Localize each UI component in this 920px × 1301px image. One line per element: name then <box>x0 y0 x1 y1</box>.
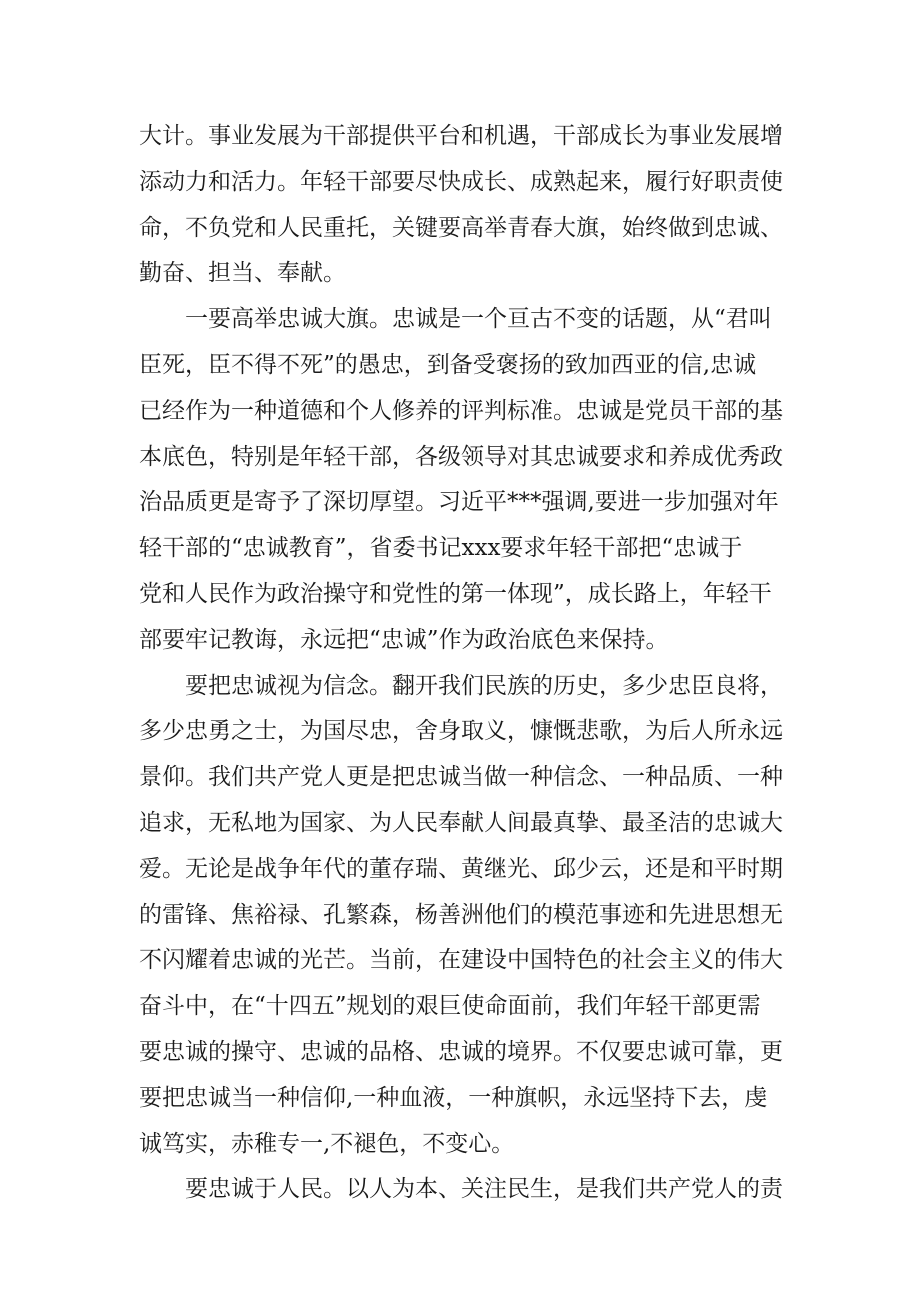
text-line: 要忠诚的操守、忠诚的品格、忠诚的境界。不仅要忠诚可靠，更 <box>139 1038 783 1065</box>
paragraph-first-line: 要忠诚于人民。以人为本、关注民生，是我们共产党人的责 <box>185 1176 783 1203</box>
text-line: 爱。无论是战争年代的董存瑞、黄继光、邱少云，还是和平时期 <box>139 855 783 882</box>
text-line: 治品质更是寄予了深切厚望。习近平***强调,要进一步加强对年 <box>139 489 779 516</box>
text-line: 本底色，特别是年轻干部，各级领导对其忠诚要求和养成优秀政 <box>139 443 783 470</box>
text-line: 要把忠诚当一种信仰,一种血液，一种旗帜，永远坚持下去，虔 <box>139 1084 768 1111</box>
text-line: 党和人民作为政治操守和党性的第一体现”，成长路上，年轻干 <box>139 580 772 607</box>
text-line: 的雷锋、焦裕禄、孔繁森，杨善洲他们的模范事迹和先进思想无 <box>139 901 783 928</box>
text-line: 轻干部的“忠诚教育”，省委书记xxx要求年轻干部把“忠诚于 <box>139 535 743 562</box>
paragraph-first-line: 一要高举忠诚大旗。忠诚是一个亘古不变的话题，从“君叫 <box>185 306 772 333</box>
text-line: 命，不负党和人民重托，关键要高举青春大旗，始终做到忠诚、 <box>139 214 783 241</box>
text-line: 添动力和活力。年轻干部要尽快成长、成熟起来，履行好职责使 <box>139 168 783 195</box>
text-line: 多少忠勇之士，为国尽忠，舍身取义，慷慨悲歌，为后人所永远 <box>139 718 783 745</box>
text-line: 景仰。我们共产党人更是把忠诚当做一种信念、一种品质、一种 <box>139 764 783 791</box>
text-line: 大计。事业发展为干部提供平台和机遇，干部成长为事业发展增 <box>139 123 783 149</box>
text-line: 勤奋、担当、奉献。 <box>139 260 346 287</box>
text-line: 追求，无私地为国家、为人民奉献人间最真挚、最圣洁的忠诚大 <box>139 809 783 836</box>
text-line: 诚笃实，赤稚专一,不褪色，不变心。 <box>139 1130 515 1157</box>
text-line: 不闪耀着忠诚的光芒。当前，在建设中国特色的社会主义的伟大 <box>139 947 783 974</box>
text-line: 部要牢记教诲，永远把“忠诚”作为政治底色来保持。 <box>139 626 669 653</box>
body-text <box>139 114 791 1213</box>
paragraph-first-line: 要把忠诚视为信念。翻开我们民族的历史，多少忠臣良将， <box>185 672 783 699</box>
text-line: 奋斗中，在“十四五”规划的艰巨使命面前，我们年轻干部更需 <box>139 993 761 1020</box>
text-line: 臣死，臣不得不死”的愚忠，到备受褒扬的致加西亚的信,忠诚 <box>139 351 757 378</box>
text-line: 已经作为一种道德和个人修养的评判标准。忠诚是党员干部的基 <box>139 397 783 424</box>
